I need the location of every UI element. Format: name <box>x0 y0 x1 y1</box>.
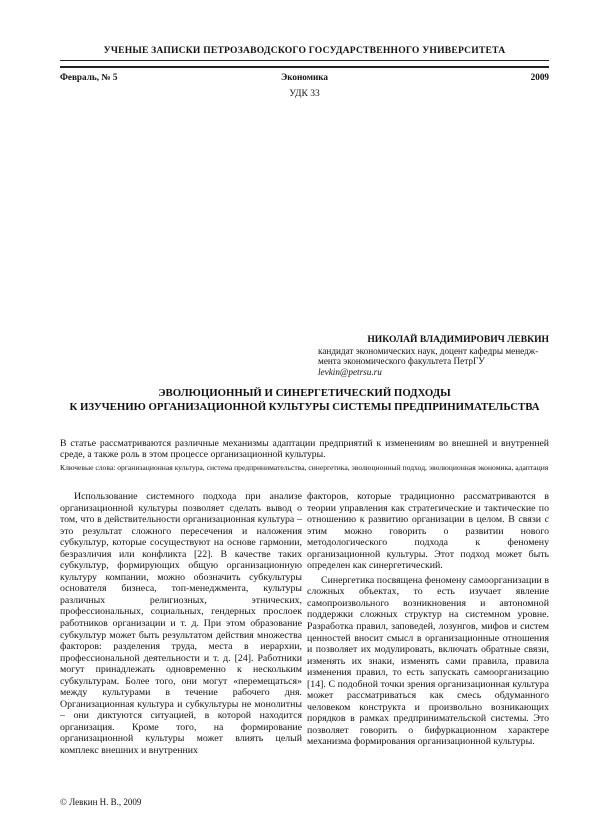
year-label: 2009 <box>530 72 549 82</box>
journal-title: УЧЕНЫЕ ЗАПИСКИ ПЕТРОЗАВОДСКОГО ГОСУДАРСТВЕННОГО УНИВЕРСИТЕТА <box>103 45 506 56</box>
author-name: НИКОЛАЙ ВЛАДИМИРОВИЧ ЛЕВКИН <box>367 334 549 345</box>
issue-label: Февраль, № 5 <box>60 72 118 82</box>
author-affiliation-line2: мента экономического факультета ПетрГУ <box>318 356 485 366</box>
article-title-line2: К ИЗУЧЕНИЮ ОРГАНИЗАЦИОННОЙ КУЛЬТУРЫ СИСТЕМЫ ПРЕДПРИНИМАТЕЛЬСТВА <box>69 401 540 413</box>
header-rule-bottom <box>60 66 549 68</box>
keywords: Ключевые слова: организационная культура, система предпринимательства, синергетика, эволюционный подход, эволюционная экономика, адаптация <box>60 463 549 472</box>
copyright: © Левкин Н. В., 2009 <box>60 797 142 807</box>
section-label: Экономика <box>280 72 328 82</box>
author-email[interactable]: levkin@petrsu.ru <box>318 367 382 377</box>
body-column-right <box>307 491 549 748</box>
author-affiliation-line1: кандидат экономических наук, доцент кафедры менедж- <box>318 346 539 356</box>
header-rule-top <box>60 60 549 61</box>
body-paragraph: Использование системного подхода при анализе организационной культуры позволяет сделать вывод о том, что в действительности организационная культура – это результат сложного пересечения и наложения субкультур, которые сосуществуют на основе гармонии, безразличия или конфликта [22]. В качестве таких субкультур, формирующих общую организационную культуру компании, можно обозначить субкультуры основателя бизнеса, топ-менеджмента, культуры различных религиозных, этнических, профессиональных, социальных, гендерных прослоек работников организации и т. д. При этом образование субкультур может быть результатом действия множества факторов: разделения труда, места в иерархии, профессиональной деятельности и т. д. [24]. Работники могут принадлежать одновременно к нескольким субкультурам. Более того, они могут «перемещаться» между культурами в течение рабочего дня. Организационная культура и субкультуры не монолитны – они диктуются ситуацией, в которой находится организация. Кроме того, на формирование организационной культуры может влиять целый комплекс внешних и внутренних <box>60 491 302 757</box>
body-paragraph: факторов, которые традиционно рассматриваются в теории управления как стратегические и тактические по отношению к развитию организации в целом. В связи с этим можно говорить о развитии нового методологического подхода к феномену организационной культуры. Этот подход может быть определен как синергетический. <box>307 491 549 572</box>
abstract: В статье рассматриваются различные механизмы адаптации предприятий к изменениям во внешней и внутренней среде, а также роль в этом процессе организационной культуры. <box>60 438 549 461</box>
body-paragraph: Синергетика посвящена феномену самоорганизации в сложных объектах, то есть изучает явление самопроизвольного возникновения и автономной поддержки сложных структур на системном уровне. Разработка правил, заповедей, лозунгов, мифов и систем ценностей вносит смысл в организационные отношения и позволяет их модулировать, включать обратные связи, изменять их знаки, изменять сами правила, правила изменения правил, то есть запускать самоорганизацию [14]. С подобной точки зрения организационная культура может рассматриваться как смесь обдуманного человеком конструкта и произвольно возникающих порядков в рамках предпринимательской системы. Это позволяет говорить о бифуркационном характере механизма формирования организационной культуры. <box>307 574 549 748</box>
body-column-left <box>60 491 302 757</box>
article-title-line1: ЭВОЛЮЦИОННЫЙ И СИНЕРГЕТИЧЕСКИЙ ПОДХОДЫ <box>158 387 451 399</box>
udk-code: УДК 33 <box>289 89 320 99</box>
